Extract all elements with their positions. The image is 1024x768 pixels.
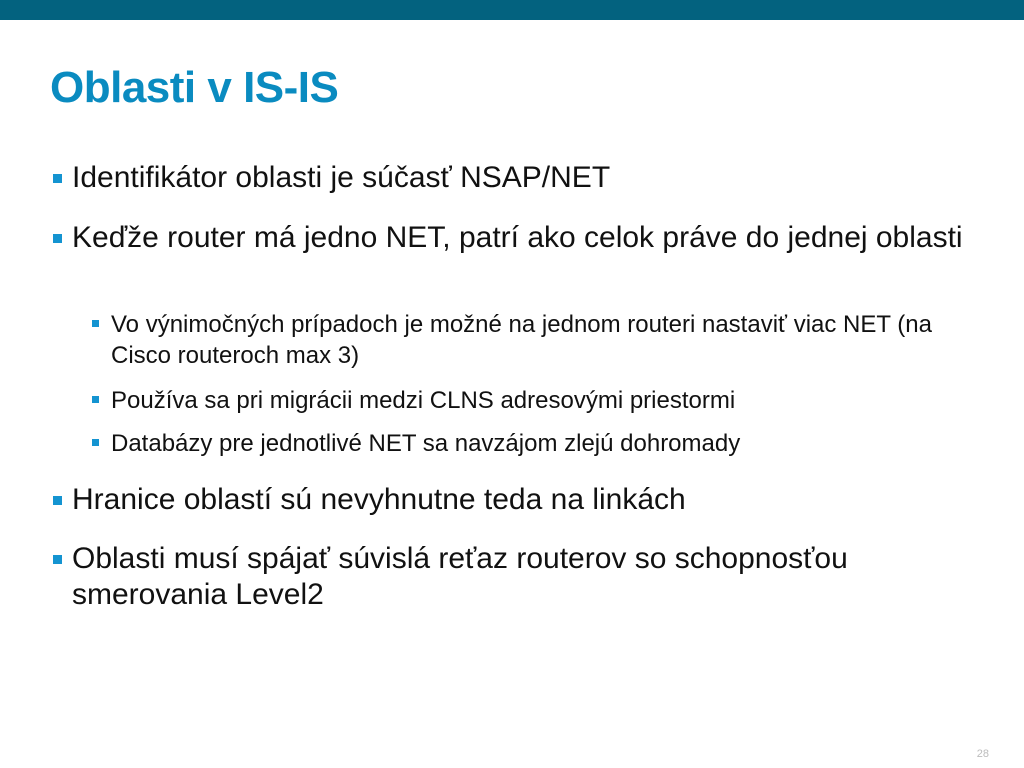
square-bullet-icon: [53, 234, 62, 243]
bullet-text: Oblasti musí spájať súvislá reťaz routerov so schopnosťou smerovania Level2: [72, 542, 848, 611]
sub-bullet-item: [111, 428, 991, 459]
square-bullet-icon: [92, 320, 99, 327]
square-bullet-icon: [53, 496, 62, 505]
bullet-item: [72, 541, 972, 613]
sub-bullet-item: [111, 385, 991, 416]
bullet-item: [72, 482, 972, 518]
bullet-text: Keďže router má jedno NET, patrí ako celok práve do jednej oblasti: [72, 221, 963, 254]
sub-bullet-text: Databázy pre jednotlivé NET sa navzájom zlejú dohromady: [111, 430, 741, 457]
square-bullet-icon: [53, 174, 62, 183]
bullet-item: [72, 220, 972, 256]
sub-bullet-item: [111, 309, 991, 371]
slide-title: Oblasti v IS-IS: [50, 63, 339, 112]
bullet-text: Hranice oblastí sú nevyhnutne teda na linkách: [72, 483, 686, 516]
page-number: 28: [976, 748, 989, 760]
sub-bullet-text: Používa sa pri migrácii medzi CLNS adresovými priestormi: [111, 387, 736, 414]
bullet-text: Identifikátor oblasti je súčasť NSAP/NET: [72, 161, 611, 194]
square-bullet-icon: [53, 555, 62, 564]
bullet-item: [72, 160, 972, 196]
square-bullet-icon: [92, 439, 99, 446]
sub-bullet-text: Vo výnimočných prípadoch je možné na jednom routeri nastaviť viac NET (na Cisco routeroch max 3): [111, 311, 932, 369]
square-bullet-icon: [92, 396, 99, 403]
